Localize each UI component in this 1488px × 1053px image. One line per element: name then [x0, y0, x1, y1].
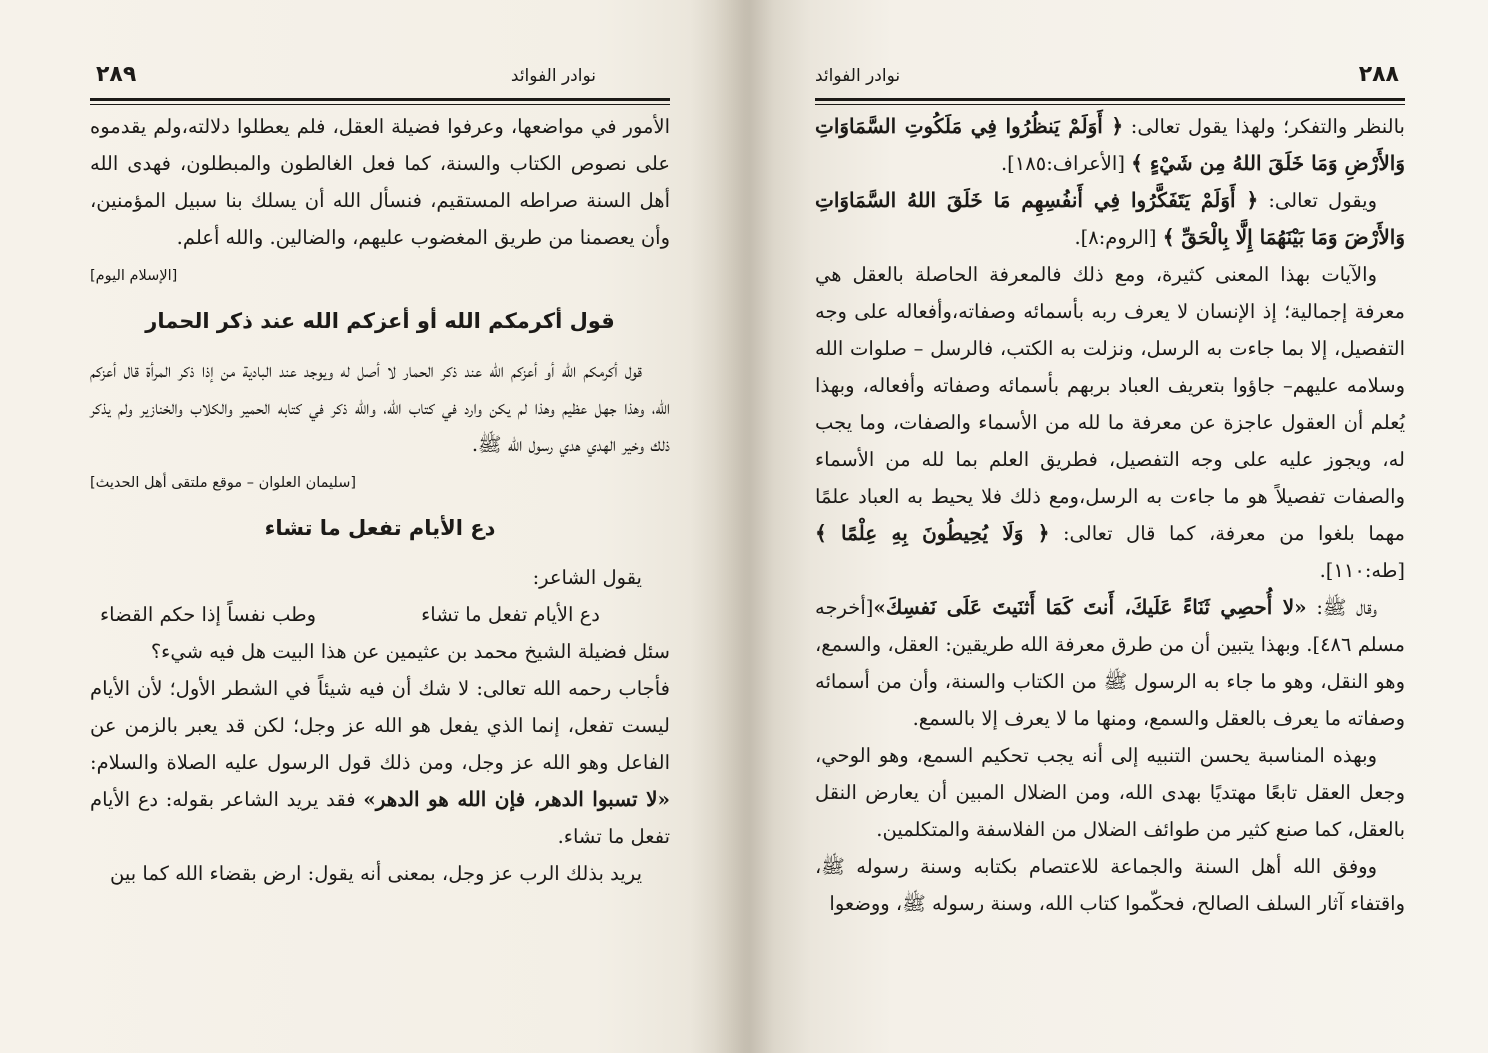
verse-second-hemistich: وطب نفساً إذا حكم القضاء — [100, 603, 317, 626]
gutter-shadow — [690, 0, 750, 1053]
page-number: ٢٨٩ — [96, 62, 137, 87]
paragraph — [90, 670, 670, 855]
verse-first-hemistich: دع الأيام تفعل ما تشاء — [421, 603, 600, 626]
source-citation: [الإسلام اليوم] — [90, 268, 178, 284]
left-page-header — [90, 62, 670, 101]
citation: [الروم:٨]. — [1074, 226, 1163, 249]
text: [أخرجه مسلم ٤٨٦]. وبهذا يتبين أن من طرق معرفة الله طريقين: العقل، والسمع، وهو النقل، وهو ما جاء به الرسول ﷺ من الكتاب والسنة، وأن من أسمائه وصفاته ما يعرف بالعقل والسمع، ومنها ما لا يعرف إلا بالسمع. — [815, 596, 1405, 730]
poem-verse — [90, 596, 670, 633]
paragraph — [815, 256, 1405, 589]
text: والآيات بهذا المعنى كثيرة، ومع ذلك فالمعرفة الحاصلة بالعقل هي معرفة إجمالية؛ إذ الإنسان لا يعرف ربه بأسمائه وصفاته،وأفعاله على وجه التفصيل، إلا بما جاءت به الرسل، ونزلت به الكتب، فالرسل – صلوات الله وسلامه عليهم– جاؤوا بتعريف العباد بربهم بأسمائه وصفاته وأفعاله، وبهذا يُعلم أن العقول عاجزة عن معرفة ما لله من الأسماء والصفات، وما يجب له، ويجوز عليه على وجه التفصيل، فطريق العلم بما لله من الأسماء والصفات تفصيلاً هو ما جاءت به الرسل،ومع ذلك فلا يحيط به العباد علمًا مهما بلغوا من معرفة، كما قال تعالى: — [815, 263, 1406, 545]
running-title: نوادر الفوائد — [815, 66, 901, 86]
left-page — [90, 0, 670, 1053]
right-page-header — [815, 62, 1405, 101]
hadith-quote: «لا تسبوا الدهر، فإن الله هو الدهر» — [363, 787, 670, 811]
text: وقال ﷺ: — [1306, 596, 1377, 619]
paragraph — [815, 182, 1405, 256]
citation: [الأعراف:١٨٥]. — [1000, 152, 1132, 175]
gutter-shadow — [750, 0, 810, 1053]
section-heading: دع الأيام تفعل ما تشاء — [264, 516, 496, 540]
paragraph: سئل فضيلة الشيخ محمد بن عثيمين عن هذا البيت هل فيه شيء؟ — [150, 640, 670, 663]
citation: [طه:١١٠]. — [1319, 559, 1405, 582]
quran-verse: ﴿ أَوَلَمْ يَنظُرُوا فِي مَلَكُوتِ السَّمَاوَاتِ وَالأَرْضِ وَمَا خَلَقَ اللهُ مِن شَيْءٍ ﴾ — [815, 114, 1405, 175]
text: بالنظر والتفكر؛ ولهذا يقول تعالى: — [1123, 115, 1405, 138]
left-page-body — [90, 108, 670, 892]
text: فقد يريد الشاعر بقوله: دع الأيام تفعل ما تشاء. — [90, 788, 670, 848]
paragraph: يقول الشاعر: — [532, 566, 642, 589]
paragraph — [815, 589, 1405, 737]
paragraph: ووفق الله أهل السنة والجماعة للاعتصام بكتابه وسنة رسوله ﷺ، واقتفاء آثار السلف الصالح، فحكّموا كتاب الله، وسنة رسوله ﷺ، ووضعوا — [815, 855, 1405, 915]
quran-verse: ﴿ أَوَلَمْ يَتَفَكَّرُوا فِي أَنفُسِهِم مَا خَلَقَ اللهُ السَّمَاوَاتِ وَالأَرْضَ وَمَا بَيْنَهُمَا إِلَّا بِالْحَقِّ ﴾ — [815, 188, 1405, 249]
paragraph: قول أكرمكم الله أو أعزكم الله عند ذكر الحمار لا أصل له ويوجد عند البادية من إذا ذكر المرأة قال أعزكم الله، وهذا جهل عظيم وهذا لم يكن وارد في كتاب الله، والله ذكر في كتابه الحمير والكلاب والخنازير ولم يذكر ذلك وخير الهدي هدي رسول الله ﷺ. — [90, 359, 670, 456]
right-page-body — [815, 108, 1405, 922]
section-heading: قول أكرمكم الله أو أعزكم الله عند ذكر الحمار — [145, 309, 615, 333]
quran-verse: ﴿ وَلَا يُحِيطُونَ بِهِ عِلْمًا ﴾ — [815, 521, 1050, 545]
right-page — [815, 0, 1405, 1053]
hadith-quote: «لا أُحصِي ثَنَاءً عَلَيكَ، أَنتَ كَمَا أَثنَيتَ عَلَى نَفسِكَ» — [873, 595, 1307, 619]
page-number: ٢٨٨ — [1358, 62, 1399, 87]
text: فأجاب رحمه الله تعالى: لا شك أن فيه شيئاً في الشطر الأول؛ لأن الأيام ليست تفعل، إنما الذي يفعل هو الله عز وجل؛ لكن قد يعبر بالزمن عن الفاعل وهو الله عز وجل، ومن ذلك قول الرسول عليه الصلاة والسلام: — [90, 677, 670, 774]
paragraph — [815, 108, 1405, 182]
header-rule — [815, 104, 1405, 105]
running-title: نوادر الفوائد — [510, 66, 596, 86]
paragraph: يريد بذلك الرب عز وجل، بمعنى أنه يقول: ارض بقضاء الله كما بين — [110, 862, 642, 885]
source-citation: [سليمان العلوان – موقع ملتقى أهل الحديث] — [90, 475, 357, 491]
header-rule — [90, 104, 670, 105]
paragraph: الأمور في مواضعها، وعرفوا فضيلة العقل، فلم يعطلوا دلالته،ولم يقدموه على نصوص الكتاب والسنة، كما فعل الغالطون والمبطلون، فهدى الله أهل السنة صراطه المستقيم، فنسأل الله أن يسلك بنا سبيل المؤمنين، وأن يعصمنا من طريق المغضوب عليهم، والضالين. والله أعلم. — [90, 115, 670, 249]
text: ويقول تعالى: — [1258, 189, 1377, 212]
paragraph: وبهذه المناسبة يحسن التنبيه إلى أنه يجب تحكيم السمع، وهو الوحي، وجعل العقل تابعًا مهتديًا بهدى الله، ومن الضلال المبين أن يعارض النقل بالعقل، كما صنع كثير من طوائف الضلال من الفلاسفة والمتكلمين. — [815, 744, 1405, 841]
